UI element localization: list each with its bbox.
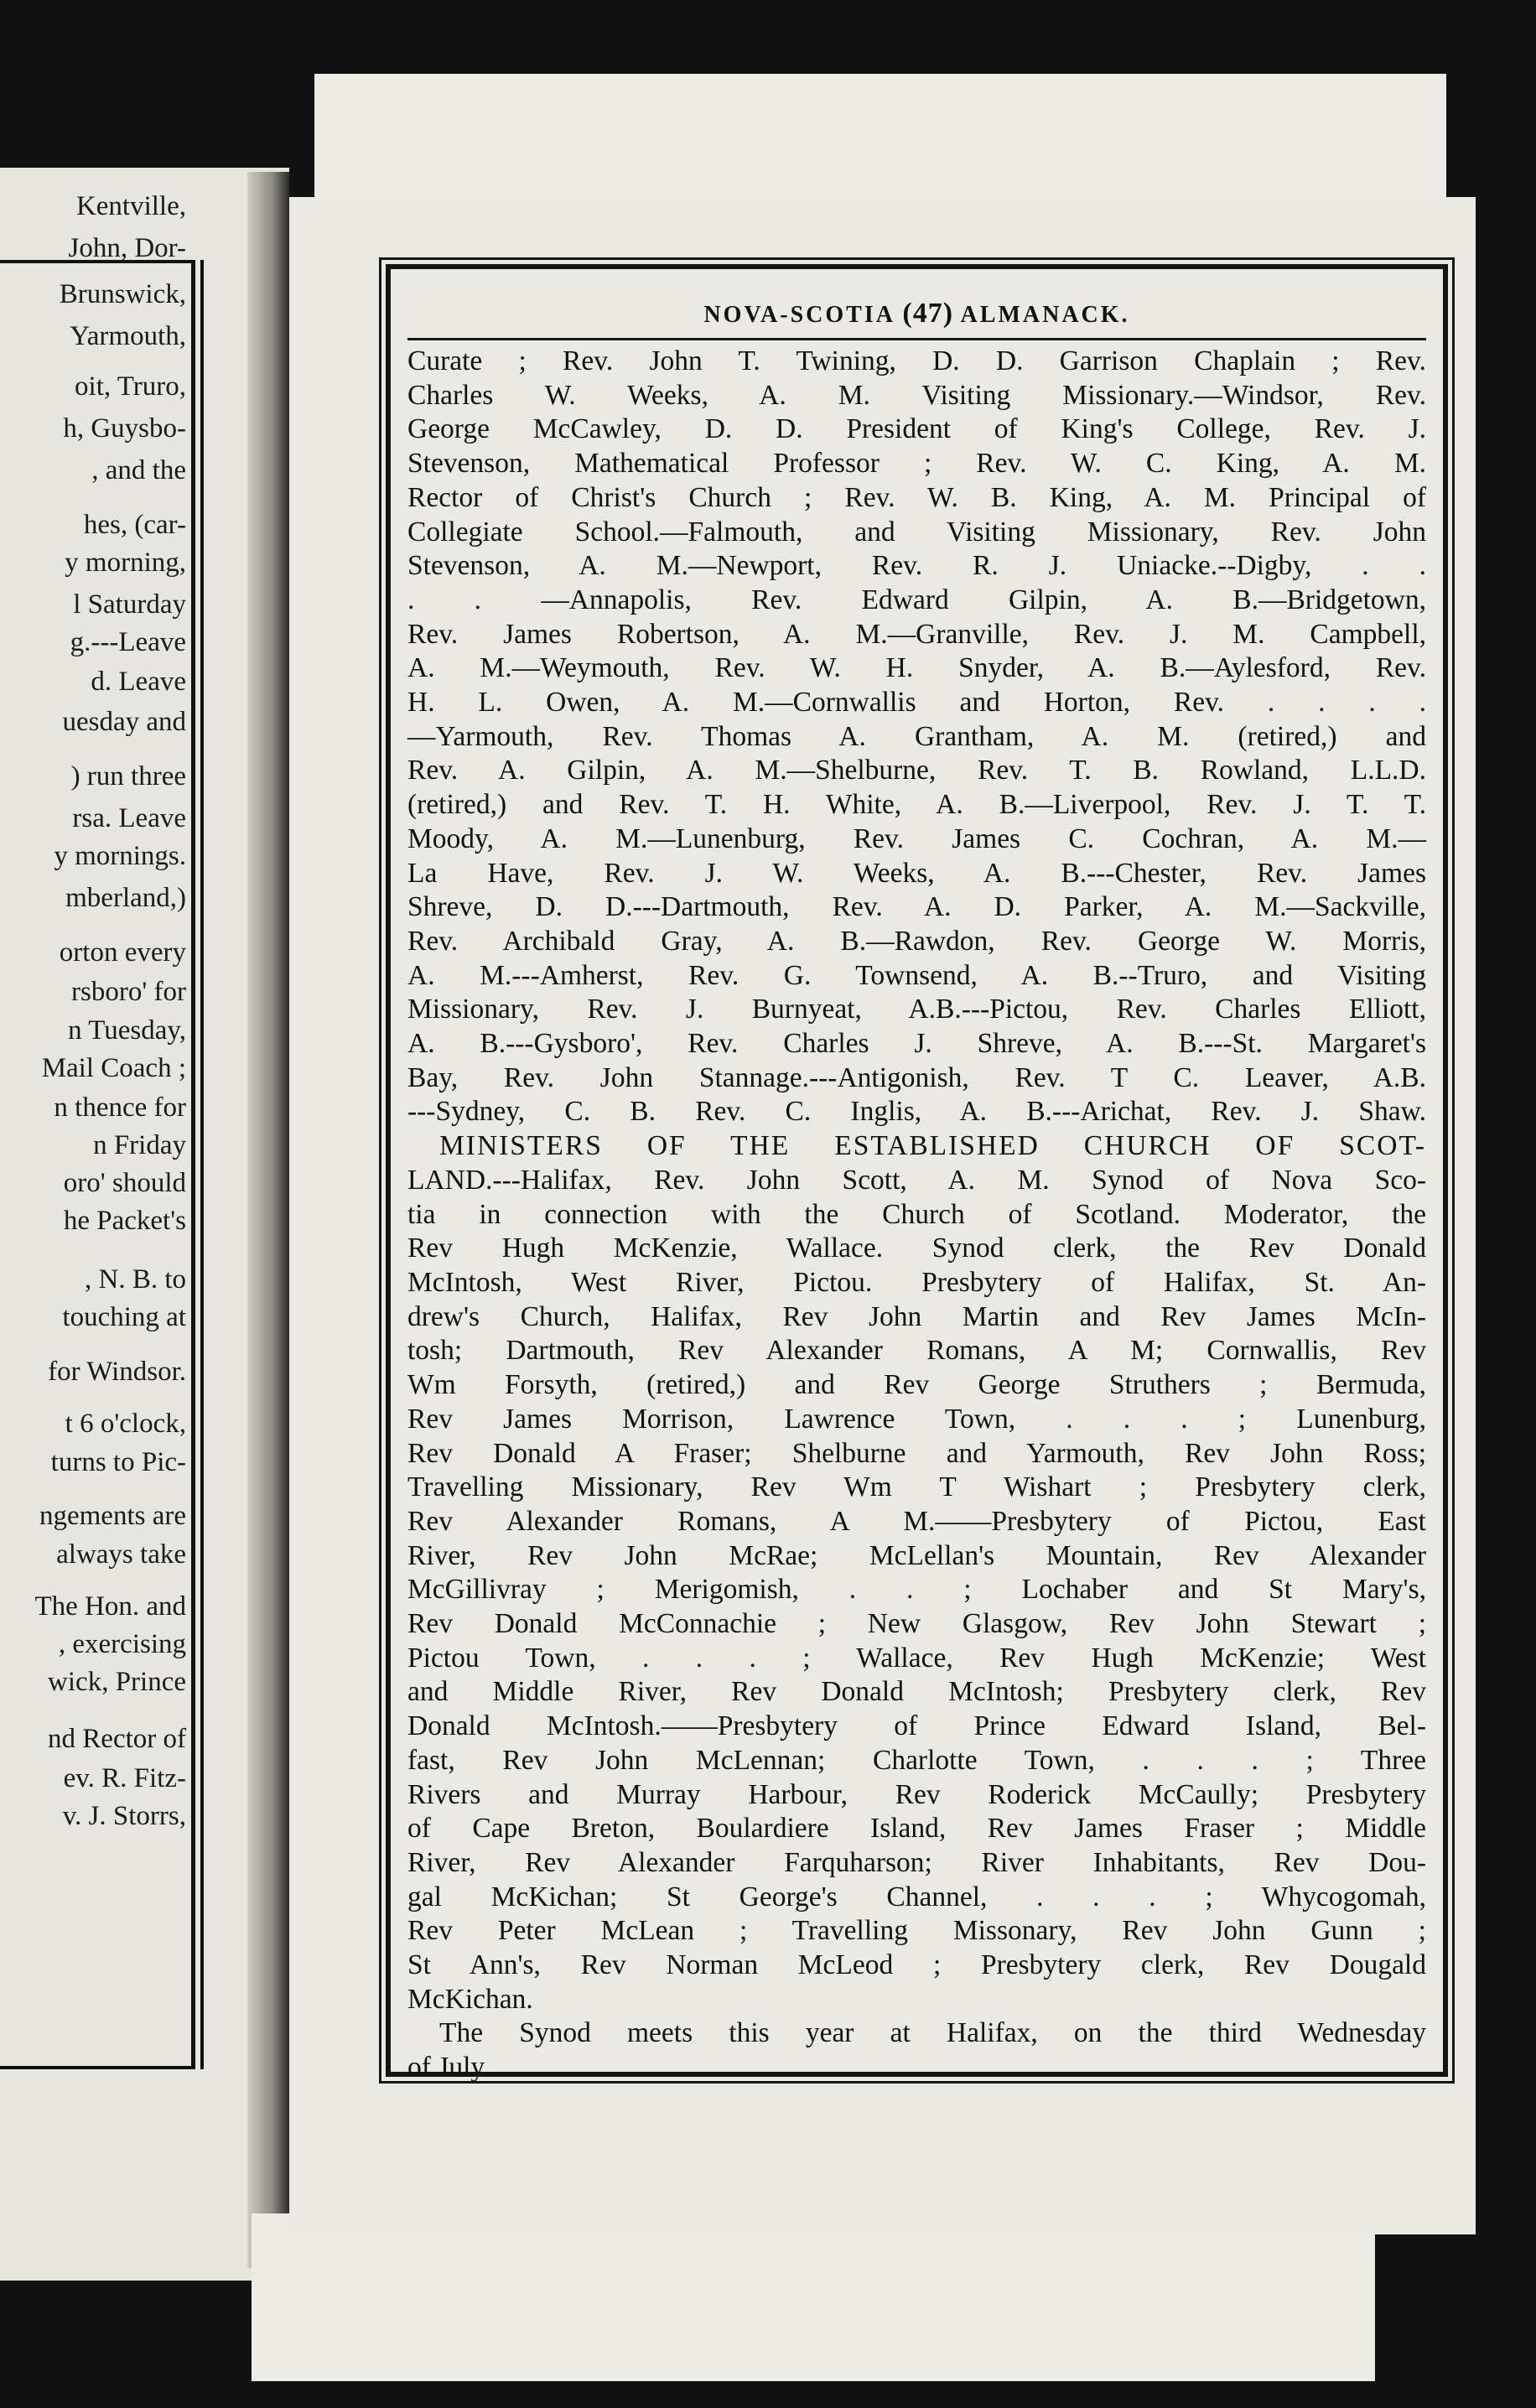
text-line: of Cape Breton, Boulardiere Island, Rev James Fraser ; Middle <box>407 1813 1426 1845</box>
header-rule <box>407 338 1426 340</box>
left-page <box>0 168 289 2281</box>
left-text-line: wick, Prince <box>48 1667 186 1697</box>
left-text-line: John, Dor- <box>68 233 186 263</box>
left-text-line: mberland,) <box>65 883 186 913</box>
text-line: Rev Donald A Fraser; Shelburne and Yarmouth, Rev John Ross; <box>407 1437 1426 1469</box>
page-border <box>386 264 1448 2084</box>
book-gutter <box>247 172 289 2268</box>
text-line: Collegiate School.—Falmouth, and Visiting Missionary, Rev. John <box>407 516 1426 548</box>
text-line: McKichan. <box>407 1983 533 2015</box>
page-tab-top <box>314 74 1446 208</box>
text-line: Rev Alexander Romans, A M.——Presbytery of Pictou, East <box>407 1505 1426 1537</box>
text-line: of July. <box>407 2052 490 2084</box>
text-line: Rev. A. Gilpin, A. M.—Shelburne, Rev. T. B. Rowland, L.L.D. <box>407 755 1426 786</box>
left-text-line: ngements are <box>39 1501 186 1531</box>
left-text-line: orton every <box>59 937 186 968</box>
left-text-line: always take <box>56 1539 186 1570</box>
text-line: —Yarmouth, Rev. Thomas A. Grantham, A. M. (retired,) and <box>407 720 1426 752</box>
left-text-line: rsboro' for <box>71 977 186 1007</box>
text-line: McIntosh, West River, Pictou. Presbytery of Halifax, St. An- <box>407 1266 1426 1298</box>
left-text-line: n Friday <box>93 1130 186 1160</box>
text-line: MINISTERS OF THE ESTABLISHED CHURCH OF SCOT- <box>439 1130 1426 1162</box>
left-text-line: nd Rector of <box>48 1724 186 1754</box>
text-line: H. L. Owen, A. M.—Cornwallis and Horton, Rev. . . . . <box>407 687 1426 719</box>
left-text-line: ) run three <box>70 761 186 791</box>
text-line: Rev Peter McLean ; Travelling Missonary, Rev John Gunn ; <box>407 1915 1426 1947</box>
page-tab-bottom <box>252 2213 1375 2381</box>
text-line: fast, Rev John McLennan; Charlotte Town, . . . ; Three <box>407 1744 1426 1776</box>
text-line: (retired,) and Rev. T. H. White, A. B.—Liverpool, Rev. J. T. T. <box>407 789 1426 821</box>
left-text-line: , N. B. to <box>84 1264 186 1295</box>
text-line: McGillivray ; Merigomish, . . ; Lochaber and St Mary's, <box>407 1574 1426 1606</box>
text-line: St Ann's, Rev Norman McLeod ; Presbytery clerk, Rev Dougald <box>407 1949 1426 1981</box>
text-line: Shreve, D. D.---Dartmouth, Rev. A. D. Parker, A. M.—Sackville, <box>407 891 1426 923</box>
running-header <box>391 298 1443 330</box>
page-number: (47) <box>902 298 954 329</box>
left-text-line: rsa. Leave <box>72 803 186 833</box>
text-line: LAND.---Halifax, Rev. John Scott, A. M. Synod of Nova Sco- <box>407 1164 1426 1196</box>
left-text-line: n Tuesday, <box>68 1015 186 1046</box>
text-line: Rev Hugh McKenzie, Wallace. Synod clerk, the Rev Donald <box>407 1233 1426 1264</box>
left-text-line: he Packet's <box>63 1206 186 1236</box>
text-line: Stevenson, Mathematical Professor ; Rev. W. C. King, A. M. <box>407 448 1426 480</box>
left-text-line: uesday and <box>62 707 186 737</box>
left-text-line: g.---Leave <box>70 627 186 657</box>
left-text-line: Kentville, <box>75 191 186 221</box>
text-line: Rev Donald McConnachie ; New Glasgow, Rev John Stewart ; <box>407 1608 1426 1640</box>
text-line: Bay, Rev. John Stannage.---Antigonish, Rev. T C. Leaver, A.B. <box>407 1061 1426 1093</box>
left-text-line: ev. R. Fitz- <box>63 1763 186 1793</box>
header-title-right: ALMANACK. <box>960 302 1130 328</box>
left-text-line: y morning, <box>65 548 186 578</box>
left-text-line: d. Leave <box>91 667 186 697</box>
text-line: Pictou Town, . . . ; Wallace, Rev Hugh McKenzie; West <box>407 1642 1426 1674</box>
text-line: Rev. Archibald Gray, A. B.—Rawdon, Rev. George W. Morris, <box>407 925 1426 957</box>
text-line: tia in connection with the Church of Scotland. Moderator, the <box>407 1198 1426 1230</box>
text-line: Wm Forsyth, (retired,) and Rev George Struthers ; Bermuda, <box>407 1369 1426 1401</box>
text-line: The Synod meets this year at Halifax, on the third Wednesday <box>439 2017 1426 2049</box>
text-line: Missionary, Rev. J. Burnyeat, A.B.---Pictou, Rev. Charles Elliott, <box>407 994 1426 1025</box>
left-text-line: y mornings. <box>54 841 186 871</box>
left-text-line: The Hon. and <box>34 1591 186 1622</box>
left-text-line: Brunswick, <box>59 279 186 309</box>
left-text-line: for Windsor. <box>48 1357 186 1387</box>
text-line: Travelling Missionary, Rev Wm T Wishart ; Presbytery clerk, <box>407 1471 1426 1503</box>
text-line: Charles W. Weeks, A. M. Visiting Missionary.—Windsor, Rev. <box>407 379 1426 411</box>
text-line: George McCawley, D. D. President of King's College, Rev. J. <box>407 413 1426 445</box>
text-line: Rev James Morrison, Lawrence Town, . . . ; Lunenburg, <box>407 1403 1426 1435</box>
left-text-line: hes, (car- <box>83 510 186 540</box>
left-text-line: , exercising <box>58 1629 186 1659</box>
left-text-line: t 6 o'clock, <box>65 1409 186 1439</box>
left-text-line: oit, Truro, <box>75 371 186 402</box>
body-text <box>391 345 1443 2085</box>
text-line: A. M.---Amherst, Rev. G. Townsend, A. B.--Truro, and Visiting <box>407 959 1426 991</box>
text-line: gal McKichan; St George's Channel, . . . ; Whycogomah, <box>407 1881 1426 1912</box>
text-line: River, Rev Alexander Farquharson; River Inhabitants, Rev Dou- <box>407 1846 1426 1878</box>
text-line: Donald McIntosh.——Presbytery of Prince Edward Island, Bel- <box>407 1710 1426 1742</box>
text-line: ---Sydney, C. B. Rev. C. Inglis, A. B.---Arichat, Rev. J. Shaw. <box>407 1096 1426 1128</box>
text-line: and Middle River, Rev Donald McIntosh; Presbytery clerk, Rev <box>407 1676 1426 1708</box>
text-line: Stevenson, A. M.—Newport, Rev. R. J. Uniacke.--Digby, . . <box>407 550 1426 582</box>
text-line: A. B.---Gysboro', Rev. Charles J. Shreve, A. B.---St. Margaret's <box>407 1028 1426 1060</box>
text-line: . . —Annapolis, Rev. Edward Gilpin, A. B.—Bridgetown, <box>407 584 1426 615</box>
left-text-line: , and the <box>91 455 186 485</box>
left-text-line: n thence for <box>54 1092 186 1123</box>
text-line: tosh; Dartmouth, Rev Alexander Romans, A M; Cornwallis, Rev <box>407 1335 1426 1367</box>
left-text-line: touching at <box>62 1302 186 1332</box>
text-line: River, Rev John McRae; McLellan's Mountain, Rev Alexander <box>407 1539 1426 1571</box>
left-text-line: turns to Pic- <box>50 1447 186 1477</box>
left-text-line: v. J. Storrs, <box>62 1801 186 1831</box>
text-line: Rev. James Robertson, A. M.—Granville, Rev. J. M. Campbell, <box>407 618 1426 650</box>
left-text-line: l Saturday <box>73 589 186 620</box>
text-line: Rector of Christ's Church ; Rev. W. B. King, A. M. Principal of <box>407 481 1426 513</box>
text-line: Rivers and Murray Harbour, Rev Roderick McCaully; Presbytery <box>407 1778 1426 1810</box>
left-text-line: oro' should <box>63 1168 186 1198</box>
text-line: Curate ; Rev. John T. Twining, D. D. Garrison Chaplain ; Rev. <box>407 345 1426 376</box>
header-title-left: NOVA-SCOTIA <box>703 302 895 328</box>
left-text-line: h, Guysbo- <box>63 413 186 444</box>
left-text-line: Yarmouth, <box>70 321 186 351</box>
text-line: La Have, Rev. J. W. Weeks, A. B.---Chester, Rev. James <box>407 857 1426 889</box>
right-page <box>289 197 1476 2234</box>
text-line: drew's Church, Halifax, Rev John Martin and Rev James McIn- <box>407 1300 1426 1332</box>
text-line: A. M.—Weymouth, Rev. W. H. Snyder, A. B.—Aylesford, Rev. <box>407 652 1426 684</box>
left-text-line: Mail Coach ; <box>41 1053 186 1083</box>
text-line: Moody, A. M.—Lunenburg, Rev. James C. Cochran, A. M.— <box>407 823 1426 854</box>
